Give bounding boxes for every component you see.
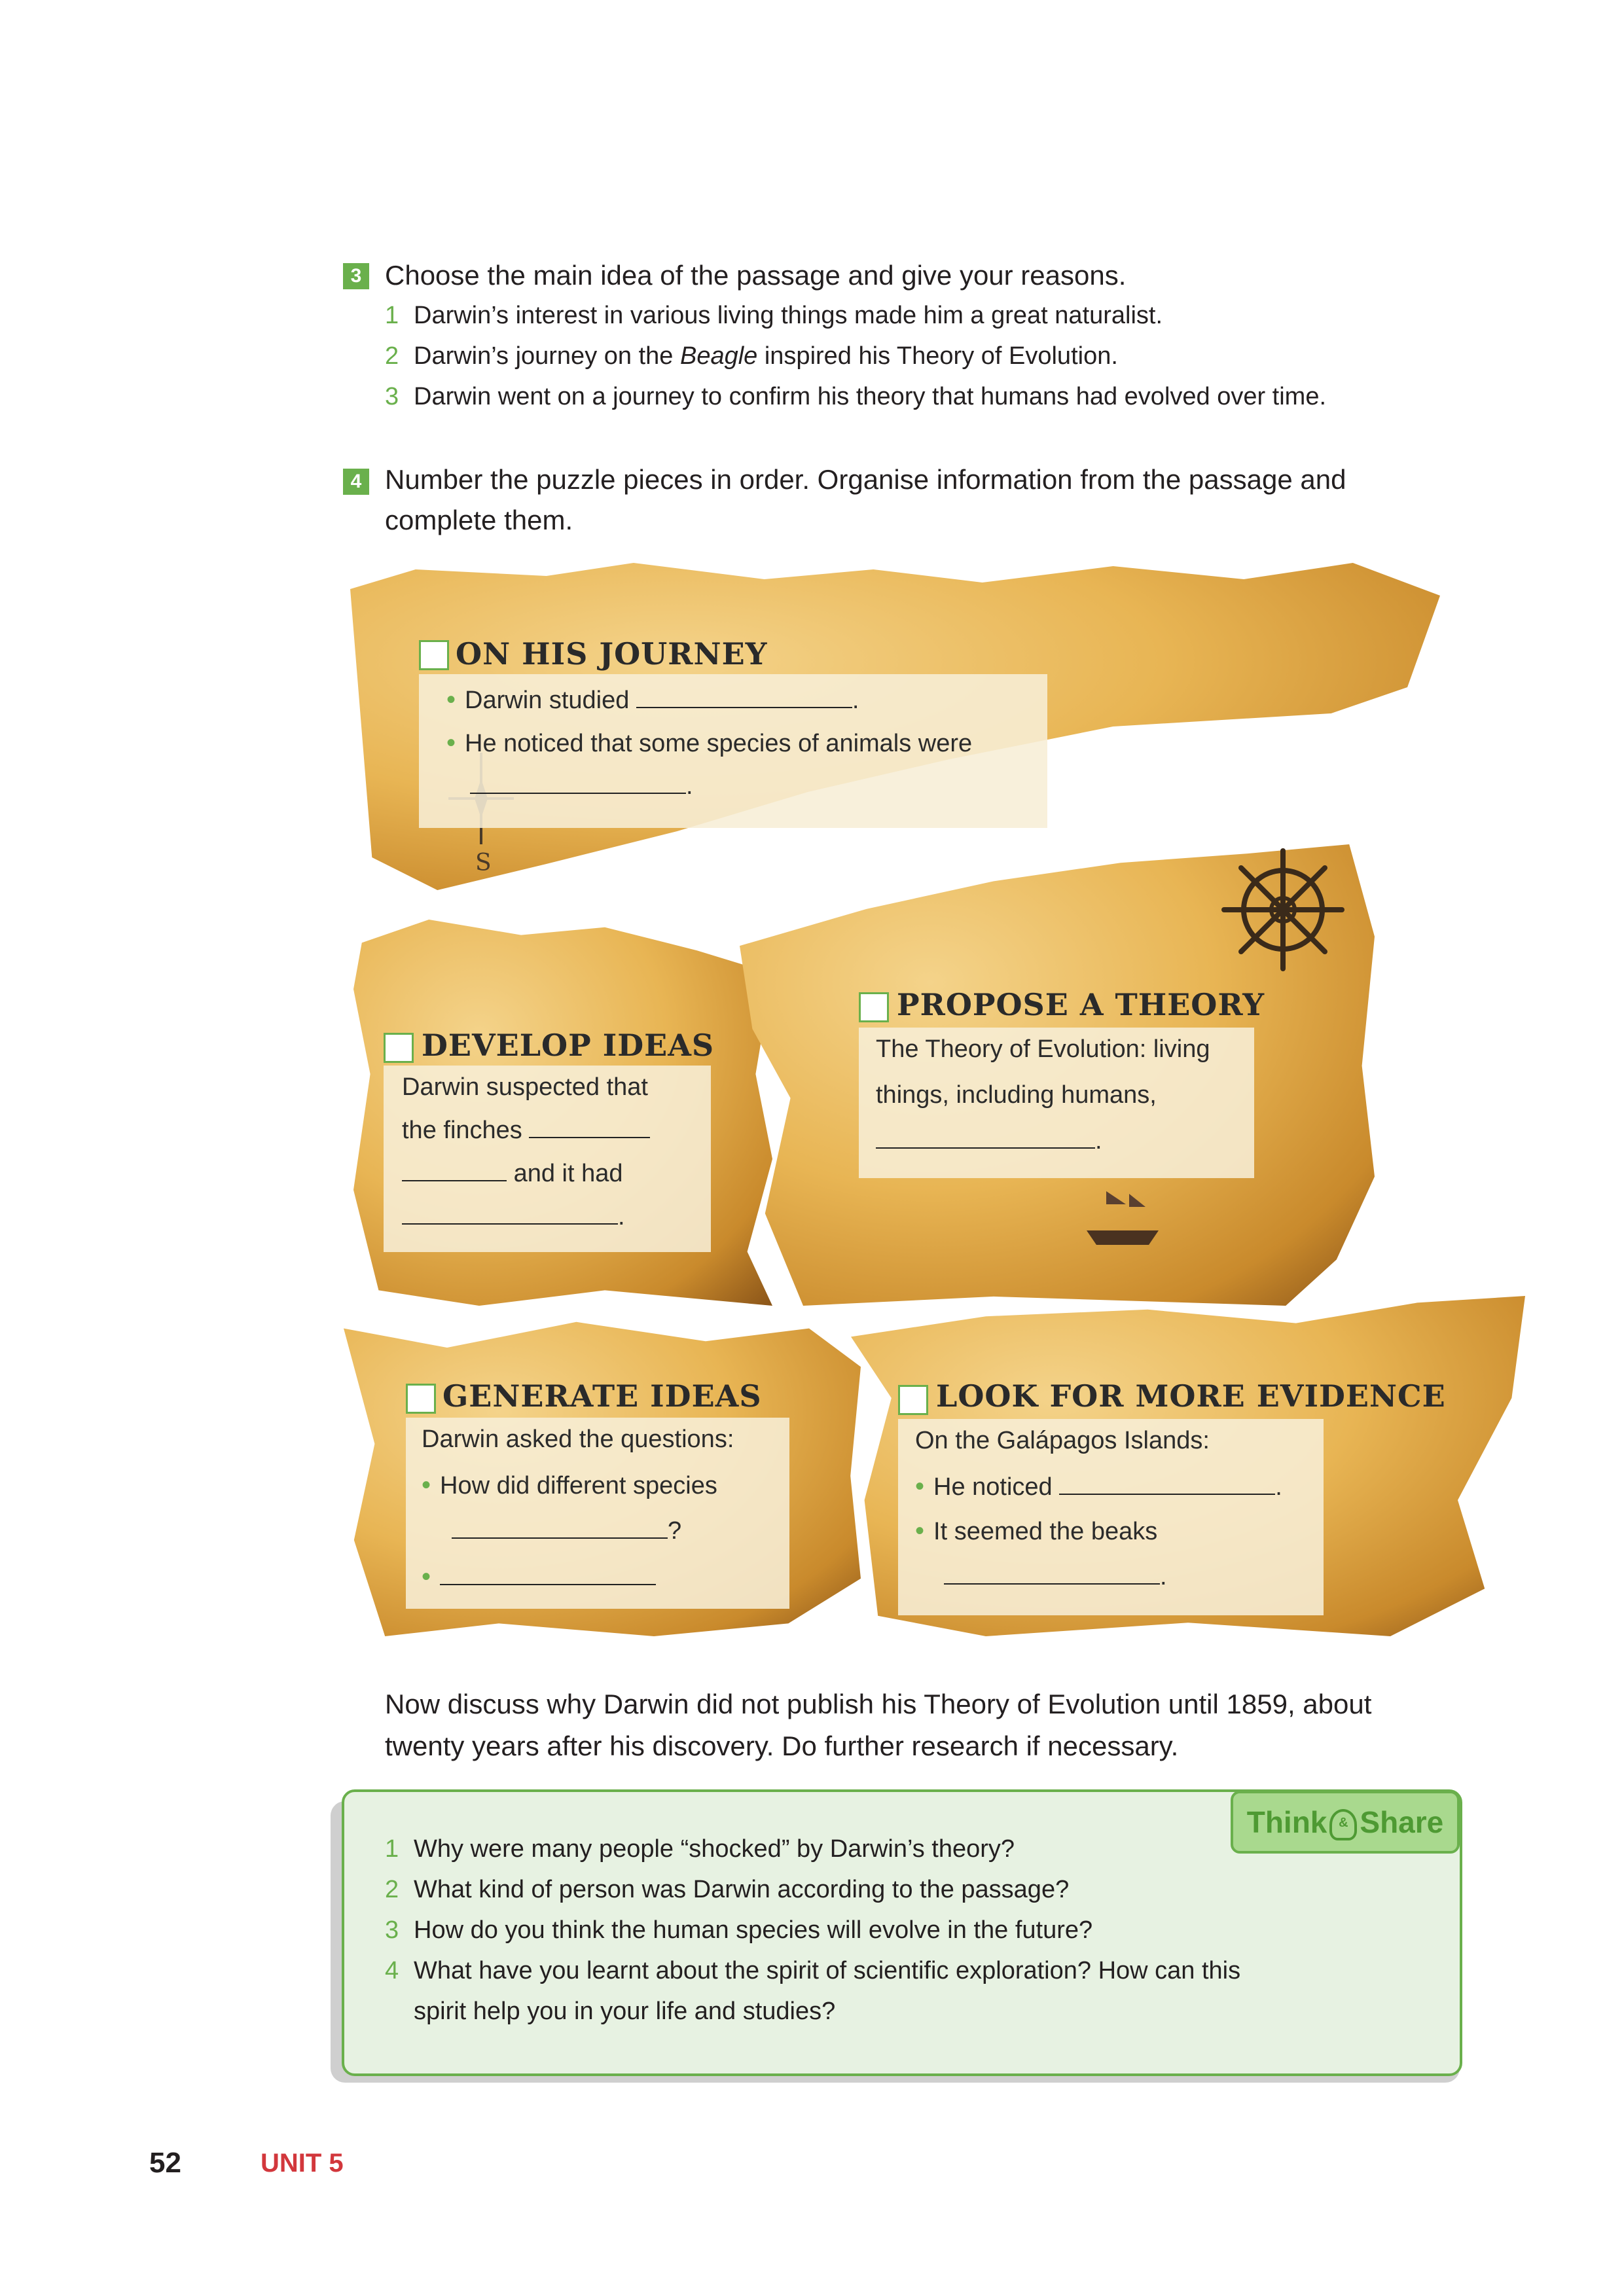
question-number: 4 bbox=[385, 1957, 399, 1984]
discussion-question-1 bbox=[385, 1829, 1015, 1869]
answer-blank[interactable] bbox=[470, 766, 686, 794]
panel-text: Darwin asked the questions: bbox=[422, 1426, 734, 1453]
answer-blank[interactable] bbox=[636, 681, 852, 708]
share-label: Share bbox=[1360, 1805, 1444, 1839]
exercise-4-title-line1: Number the puzzle pieces in order. Organise information from the passage and bbox=[385, 464, 1346, 495]
question-text: How do you think the human species will evolve in the future? bbox=[414, 1916, 1093, 1944]
option-number: 1 bbox=[385, 302, 399, 329]
answer-blank[interactable] bbox=[452, 1511, 668, 1539]
question-text: Why were many people “shocked” by Darwin’s theory? bbox=[414, 1835, 1015, 1863]
answer-line bbox=[452, 1509, 681, 1552]
answer-line bbox=[402, 1195, 625, 1238]
exercise-4-badge: 4 bbox=[343, 469, 369, 495]
panel-text: On the Galápagos Islands: bbox=[915, 1427, 1210, 1454]
panel-generate-ideas bbox=[406, 1418, 789, 1609]
panel-text: Darwin suspected that bbox=[402, 1073, 648, 1101]
discussion-question-2 bbox=[385, 1869, 1069, 1910]
panel-punctuation: . bbox=[1160, 1563, 1167, 1590]
option-text-pre: Darwin’s journey on the bbox=[414, 342, 680, 370]
bullet-icon: • bbox=[446, 685, 456, 714]
answer-line bbox=[876, 1119, 1102, 1162]
panel-look-for-more-evidence bbox=[898, 1419, 1324, 1615]
panel-title-generate-ideas: GENERATE IDEAS bbox=[442, 1378, 762, 1414]
panel-text: things, including humans, bbox=[876, 1081, 1157, 1109]
discussion-question-4 bbox=[385, 1950, 1240, 1991]
order-checkbox-propose[interactable] bbox=[859, 992, 889, 1022]
option-text-post: inspired his Theory of Evolution. bbox=[757, 342, 1118, 370]
list-item bbox=[915, 1465, 1282, 1509]
panel-punctuation: ? bbox=[668, 1517, 682, 1545]
answer-blank[interactable] bbox=[529, 1111, 650, 1138]
answer-line bbox=[402, 1109, 650, 1152]
answer-blank[interactable] bbox=[1059, 1467, 1275, 1495]
question-text: What kind of person was Darwin according to the passage? bbox=[414, 1876, 1070, 1903]
panel-text: Darwin studied bbox=[465, 687, 630, 714]
panel-text: How did different species bbox=[440, 1472, 717, 1499]
exercise-3-badge: 3 bbox=[343, 263, 369, 289]
panel-text: The Theory of Evolution: living bbox=[876, 1035, 1210, 1063]
list-item bbox=[915, 1509, 1157, 1553]
panel-title-propose-a-theory: PROPOSE A THEORY bbox=[897, 987, 1265, 1022]
panel-title-look-for-more-evidence: LOOK FOR MORE EVIDENCE bbox=[936, 1378, 1446, 1414]
panel-text: He noticed that some species of animals were bbox=[465, 730, 973, 757]
answer-blank[interactable] bbox=[876, 1121, 1095, 1149]
ship-wheel-icon bbox=[1211, 838, 1355, 982]
panel-punctuation: . bbox=[686, 772, 693, 800]
question-text: spirit help you in your life and studies? bbox=[414, 1998, 836, 2025]
ship-name: Beagle bbox=[679, 342, 758, 370]
question-number: 2 bbox=[385, 1876, 399, 1903]
list-item bbox=[422, 1463, 717, 1507]
ship-icon bbox=[1080, 1185, 1165, 1250]
panel-punctuation: . bbox=[1275, 1473, 1282, 1501]
ex3-option-2 bbox=[385, 336, 1118, 376]
discussion-line-2: twenty years after his discovery. Do further research if necessary. bbox=[385, 1731, 1179, 1761]
list-item bbox=[446, 678, 859, 722]
option-number: 3 bbox=[385, 383, 399, 410]
bullet-icon: • bbox=[915, 1516, 925, 1545]
answer-blank[interactable] bbox=[402, 1197, 618, 1225]
panel-propose-a-theory bbox=[859, 1028, 1254, 1178]
answer-blank[interactable] bbox=[402, 1154, 507, 1181]
discussion-line-1: Now discuss why Darwin did not publish his Theory of Evolution until 1859, about bbox=[385, 1689, 1372, 1719]
answer-line bbox=[944, 1555, 1167, 1598]
question-number: 1 bbox=[385, 1835, 399, 1863]
list-item bbox=[422, 1555, 656, 1599]
bullet-icon: • bbox=[915, 1472, 925, 1501]
question-text: What have you learnt about the spirit of scientific exploration? How can this bbox=[414, 1957, 1241, 1984]
ex3-option-3 bbox=[385, 377, 1326, 416]
panel-text: the finches bbox=[402, 1117, 522, 1144]
panel-punctuation: . bbox=[1095, 1127, 1102, 1155]
answer-line bbox=[470, 764, 693, 808]
page-number: 52 bbox=[149, 2147, 181, 2179]
discussion-question-3 bbox=[385, 1910, 1092, 1950]
panel-text: He noticed bbox=[933, 1473, 1053, 1501]
option-text: Darwin went on a journey to confirm his theory that humans had evolved over time. bbox=[414, 383, 1327, 410]
panel-text: It seemed the beaks bbox=[933, 1518, 1158, 1545]
panel-develop-ideas bbox=[384, 1066, 711, 1252]
svg-text:S: S bbox=[475, 850, 492, 876]
panel-title-on-his-journey: ON HIS JOURNEY bbox=[456, 636, 768, 672]
think-label: Think bbox=[1246, 1805, 1327, 1839]
exercise-4-title-line2: complete them. bbox=[385, 505, 573, 535]
exercise-3-title: Choose the main idea of the passage and give your reasons. bbox=[385, 260, 1127, 291]
answer-blank[interactable] bbox=[440, 1558, 656, 1585]
option-number: 2 bbox=[385, 342, 399, 370]
panel-on-his-journey bbox=[419, 674, 1047, 828]
bullet-icon: • bbox=[446, 728, 456, 757]
order-checkbox-journey[interactable] bbox=[419, 640, 449, 670]
order-checkbox-develop[interactable] bbox=[384, 1033, 414, 1063]
bullet-icon: • bbox=[422, 1471, 431, 1499]
bullet-icon: • bbox=[422, 1562, 431, 1591]
option-text: Darwin’s interest in various living things made him a great naturalist. bbox=[414, 302, 1163, 329]
think-share-tab bbox=[1231, 1791, 1460, 1854]
question-number: 3 bbox=[385, 1916, 399, 1944]
discussion-question-4-continued bbox=[385, 1991, 835, 2032]
panel-title-develop-ideas: DEVELOP IDEAS bbox=[422, 1028, 715, 1063]
lightbulb-icon: & bbox=[1329, 1809, 1357, 1840]
panel-text: and it had bbox=[513, 1160, 623, 1187]
answer-line bbox=[402, 1152, 623, 1195]
panel-punctuation: . bbox=[852, 687, 859, 714]
order-checkbox-evidence[interactable] bbox=[898, 1385, 928, 1415]
answer-blank[interactable] bbox=[944, 1557, 1160, 1585]
list-item bbox=[446, 721, 972, 765]
unit-label: UNIT 5 bbox=[261, 2149, 344, 2178]
ex3-option-1 bbox=[385, 296, 1163, 335]
panel-punctuation: . bbox=[618, 1203, 625, 1230]
order-checkbox-generate[interactable] bbox=[406, 1384, 436, 1414]
